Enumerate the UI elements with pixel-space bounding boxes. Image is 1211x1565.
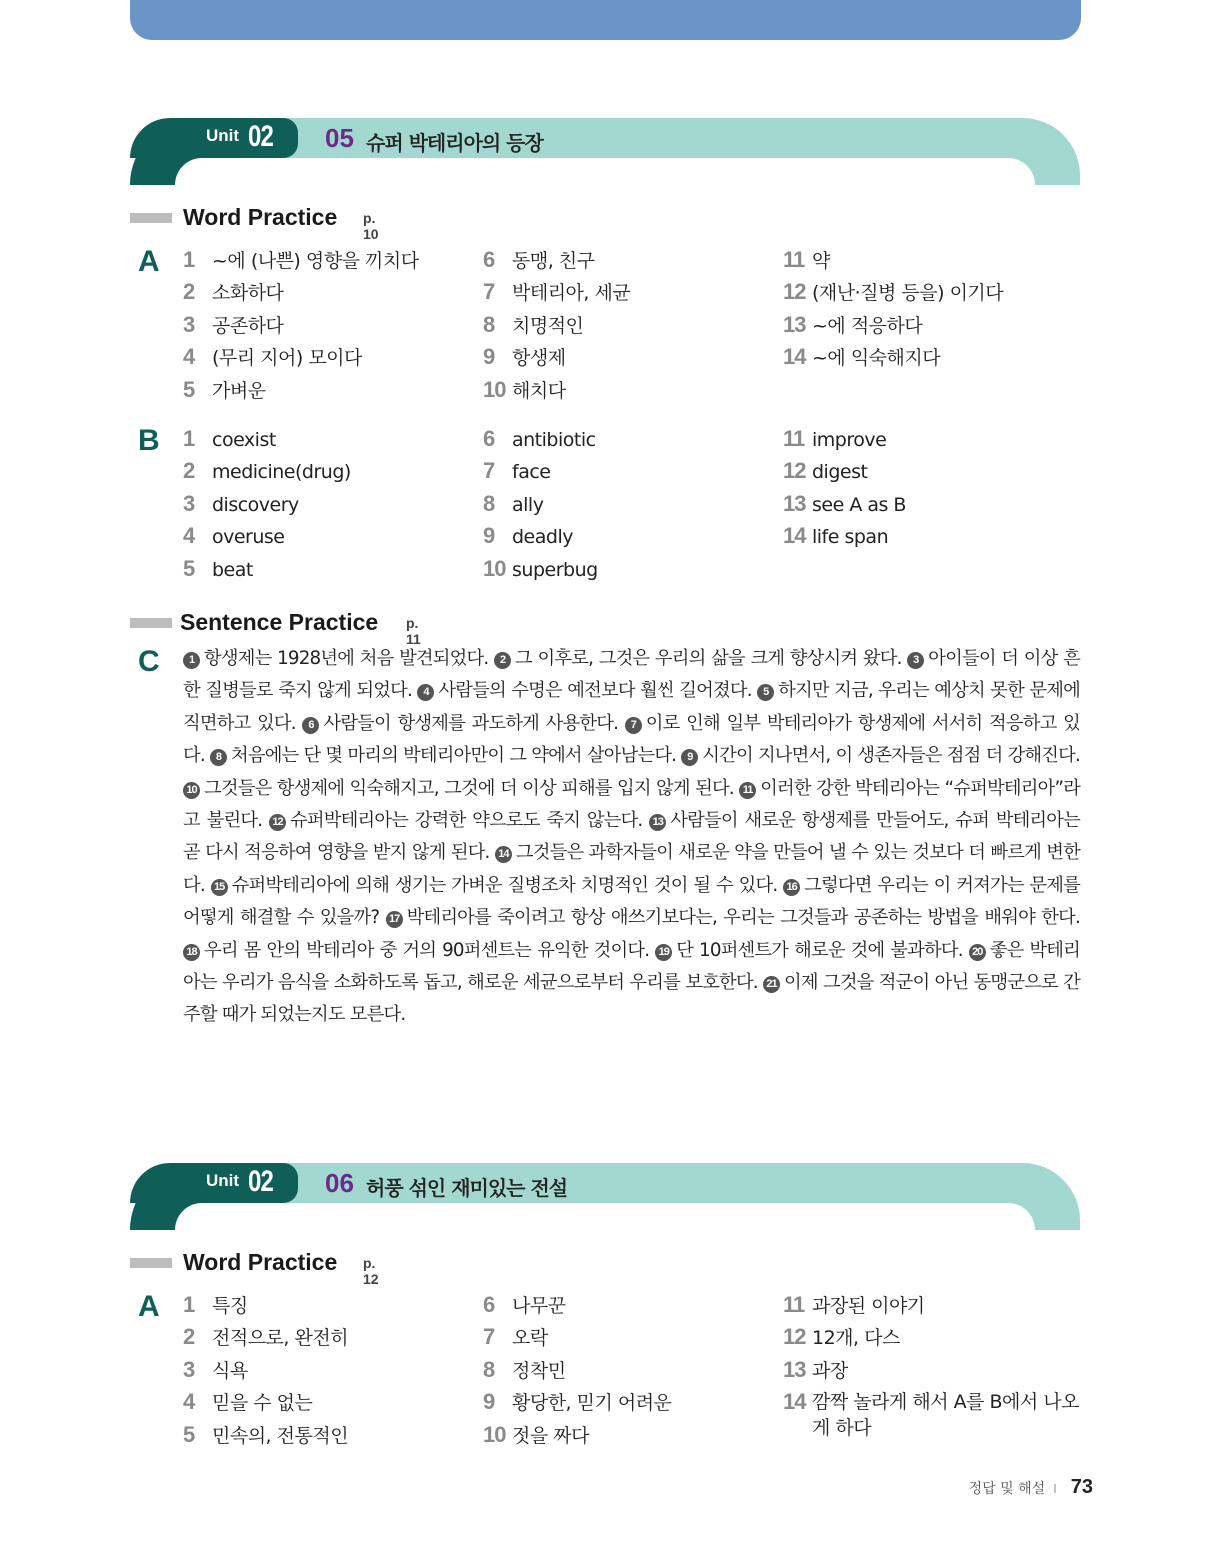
page-ref: p. 11: [406, 615, 421, 647]
item-number: 3: [183, 1356, 195, 1382]
list-item: [783, 488, 906, 520]
list-item: [483, 1386, 671, 1418]
list-item: [183, 309, 419, 341]
list-item: [183, 1354, 348, 1386]
section-label-a: A: [138, 245, 160, 278]
item-text: 공존하다: [212, 314, 284, 337]
word-column: [183, 423, 351, 585]
list-item: [483, 374, 630, 406]
lesson-banner: [130, 1163, 1080, 1230]
word-column: [483, 244, 630, 406]
sentence: [494, 648, 902, 669]
item-number: 5: [183, 1421, 195, 1447]
sentence-text: 사람들이 항생제를 과도하게 사용한다.: [323, 712, 619, 734]
item-number: 3: [183, 311, 195, 337]
unit-number: 02: [248, 120, 274, 153]
list-item: [783, 455, 906, 487]
item-text: 박테리아, 세균: [512, 282, 631, 305]
item-number: 9: [483, 1389, 495, 1415]
list-item: [183, 455, 351, 487]
sentence: [386, 907, 1080, 928]
lesson-banner: [130, 118, 1080, 185]
page-ref: p. 10: [363, 210, 379, 242]
item-text: 나무꾼: [512, 1295, 566, 1317]
item-number: 12: [783, 1324, 806, 1350]
item-text: 12개, 다스: [812, 1327, 900, 1350]
list-item: [783, 520, 906, 552]
list-item: [183, 1386, 348, 1418]
item-text: 동맹, 친구: [512, 250, 595, 272]
sentence-number-badge: 10: [183, 782, 200, 799]
word-column: [783, 244, 1003, 374]
item-text: 해치다: [512, 379, 566, 402]
word-column: [183, 1289, 348, 1451]
item-text: ~에 (나쁜) 영향을 끼치다: [212, 250, 419, 272]
item-number: 10: [483, 555, 506, 581]
sentence-text: 사람들의 수명은 예전보다 훨씬 길어졌다.: [438, 680, 752, 702]
item-text: deadly: [512, 526, 573, 549]
item-number: 8: [483, 1356, 495, 1382]
item-number: 1: [183, 426, 195, 451]
word-column: [183, 244, 419, 406]
sentence-number-badge: 16: [783, 879, 800, 896]
footer-separator: I: [1053, 1482, 1057, 1496]
item-text: 믿을 수 없는: [212, 1392, 313, 1415]
item-text: life span: [812, 526, 889, 549]
sentence-number-badge: 20: [969, 944, 986, 961]
list-item: [783, 309, 1003, 341]
item-number: 13: [783, 1356, 806, 1382]
unit-label: Unit: [206, 1171, 240, 1190]
word-column: [783, 1289, 1080, 1441]
list-item: [483, 488, 598, 520]
top-bar: [130, 0, 1081, 40]
item-number: 2: [183, 1324, 195, 1350]
list-item: [183, 276, 419, 308]
word-column: [783, 423, 906, 553]
list-item: [483, 1419, 671, 1451]
item-number: 9: [483, 523, 495, 549]
item-text: 특징: [212, 1295, 248, 1317]
section-label-a: A: [138, 1290, 160, 1323]
item-text: 황당한, 믿기 어려운: [512, 1392, 672, 1415]
sentence-number-badge: 14: [495, 846, 512, 863]
sentence-number-badge: 19: [655, 944, 672, 961]
unit-label: Unit: [206, 126, 240, 145]
section-label-b: B: [138, 424, 160, 457]
item-text: 정착민: [512, 1359, 566, 1382]
sentence-text: 슈퍼박테리아에 의해 생기는 가벼운 질병조차 치명적인 것이 될 수 있다.: [231, 874, 778, 896]
sentence-translation-paragraph: [183, 643, 1080, 1032]
item-number: 11: [783, 426, 805, 451]
sentence-text: 그것들은 항생제에 익숙해지고, 그것에 더 이상 피해를 입지 않게 된다.: [204, 777, 734, 799]
list-item: [783, 1354, 1080, 1386]
item-text: ~에 익숙해지다: [812, 347, 941, 370]
sentence-text: 박테리아를 죽이려고 항상 애쓰기보다는, 우리는 그것들과 공존하는 방법을 배워야 한다.: [406, 907, 1080, 929]
item-number: 4: [183, 344, 195, 370]
item-text: 깜짝 놀라게 해서 A를 B에서 나오게 하다: [812, 1391, 1079, 1440]
list-item: [483, 1354, 671, 1386]
item-text: improve: [812, 429, 887, 451]
list-item: [783, 1289, 1080, 1321]
item-text: 과장된 이야기: [812, 1295, 925, 1317]
sentence-number-badge: 12: [269, 814, 286, 831]
list-item: [183, 1321, 348, 1353]
list-item: [183, 341, 419, 373]
sentence-number-badge: 4: [417, 684, 434, 701]
item-number: 7: [483, 458, 495, 484]
item-number: 5: [183, 555, 195, 581]
item-number: 11: [783, 247, 805, 272]
list-item: [783, 244, 1003, 276]
item-text: superbug: [512, 558, 598, 581]
item-text: 과장: [812, 1359, 848, 1382]
item-text: see A as B: [812, 493, 906, 516]
item-text: 젓을 짜다: [512, 1424, 589, 1447]
list-item: [483, 276, 630, 308]
page-ref: p. 12: [363, 1255, 379, 1287]
item-number: 6: [483, 426, 495, 451]
item-number: 11: [783, 1292, 805, 1317]
item-number: 4: [183, 523, 195, 549]
item-text: ally: [512, 493, 544, 516]
list-item: [483, 455, 598, 487]
sentence-text: 슈퍼박테리아는 강력한 약으로도 죽지 않는다.: [290, 810, 643, 832]
list-item: [783, 1321, 1080, 1353]
section-label-c: C: [138, 645, 160, 678]
list-item: [783, 1386, 1080, 1441]
sentence-number-badge: 5: [757, 684, 774, 701]
item-text: antibiotic: [512, 429, 596, 451]
item-number: 3: [183, 490, 195, 516]
list-item: [183, 1289, 348, 1321]
sentence-text: 시간이 지나면서, 이 생존자들은 점점 더 강해진다.: [702, 745, 1080, 767]
item-number: 14: [783, 1389, 806, 1415]
item-text: medicine(drug): [212, 461, 351, 484]
item-text: face: [512, 461, 551, 484]
sentence-text: 단 10퍼센트가 해로운 것에 불과하다.: [676, 939, 963, 961]
item-number: 12: [783, 279, 806, 305]
item-number: 14: [783, 523, 806, 549]
item-number: 7: [483, 279, 495, 305]
lesson-number: 05: [325, 123, 354, 153]
list-item: [483, 1321, 671, 1353]
footer-section-title: 정답 및 해설: [968, 1481, 1046, 1497]
sentence-number-badge: 7: [625, 717, 642, 734]
sentence-number-badge: 3: [907, 652, 924, 669]
item-number: 8: [483, 311, 495, 337]
item-number: 10: [483, 1421, 506, 1447]
sentence-text: 사람들이 새로운 항생제를 만들어도, 슈퍼 박테리아는 곧 다시 적응하여 영향을 받지 않게 된다.: [183, 810, 1081, 864]
sentence-text: 처음에는 단 몇 마리의 박테리아만이 그 약에서 살아남는다.: [230, 745, 677, 767]
item-number: 13: [783, 311, 806, 337]
list-item: [183, 553, 351, 585]
sentence-text: 좋은 박테리아는 우리가 음식을 소화하도록 돕고, 해로운 세균으로부터 우리를 보호한다.: [183, 939, 1080, 994]
list-item: [783, 423, 906, 455]
sentence-number-badge: 21: [763, 976, 780, 993]
sentence-text: 아이들이 더 이상 흔한 질병들로 죽지 않게 되었다.: [183, 648, 1080, 702]
sentence: [183, 778, 734, 799]
sentence: [681, 745, 1080, 766]
item-text: 치명적인: [512, 314, 584, 337]
sentence-number-badge: 11: [739, 782, 756, 799]
list-item: [183, 1419, 348, 1451]
sentence: [417, 680, 751, 701]
list-item: [483, 244, 630, 276]
page: Unit 02 05 슈퍼 박테리아의 등장 Word Practice p. 10 A B Sentence Practice p. 11 C 1 항생제는 1928년에 처음 발견되었다. 2 그 이후로, 그것은 우리의 삶을 크게 향상시켜 왔다. 3 아이들이 더 이상 흔한 질병들로 죽지 않게 되었다. 4 사람들의 수명은 예전보다 훨씬 길어졌다. 5 하지만 지금, 우리는 예상치 못한 문제에 직면하고 있다. 6 사람들이 항생제를 과도하게 사용한다. 7 이로 인해 일부 박테리아가 항생제에 서서히 적응하고 있다. 8 처음에는 단 몇 마리의 박테리아만이 그 약에서 살아남는다. 9 시간이 지나면서, 이 생존자들은 점점 더 강해진다. 10 그것들은 항생제에 익숙해지고, 그것에 더 이상 피해를 입지 않게 된다. 11 이러한 강한 박테리아는 “슈퍼박테리아”라고 불린다. 12 슈퍼박테리아는 강력한 약으로도 죽지 않는다. 13 사람들이 새로운 항생제를 만들어도, 슈퍼 박테리아는 곧 다시 적응하여 영향을 받지 않게 된다. 14 그것들은 과학자들이 새로운 약을 만들어 낼 수 있는 것보다 더 빠르게 변한다. 15 슈퍼박테리아에 의해 생기는 가벼운 질병조차 치명적인 것이 될 수 있다. 16 그렇다면 우리는 이 커져가는 문제를 어떻게 해결할 수 있을까? 17 박테리아를 죽이려고 항상 애쓰기보다는, 우리는 그것들과 공존하는 방법을 배워야 한다. 18 우리 몸 안의 박테리아 중 거의 90퍼센트는 유익한 것이다. 19 단 10퍼센트가 해로운 것에 불과하다. 20 좋은 박테리아는 우리가 음식을 소화하도록 돕고, 해로운 세균으로부터 우리를 보호한다. 21 이제 그것을 적군이 아닌 동맹군으로 간주할 때가 되었는지도 모른다. Unit 02 06 허풍 섞인 재미있는 전설 Word Practice p. 12 A 정답 및 해설 I 73 1 ~에 (나쁜) 영향을 끼치다 2 소화하다 3 공존하다 4 (무리 지어) 모이다 5 가벼운 6 동맹, 친구 7 박테리아, 세균 8 치명적인 9 항생제 10 해치다 11 약 12 (재난·질병 등을) 이기다 13 ~에 적응하다 14 ~에 익숙해지다 1 coexist 2 medicine(drug) 3 discovery 4 overuse 5 beat 6 antibiotic 7 face 8 ally 9 deadly 10 superbug 11 improve 12 digest 13 see A as B 14 life span 1 특징 2 전적으로, 완전히 3 식욕 4 믿을 수 없는 5 민속의, 전통적인 6 나무꾼 7 오락 8 정착민 9 황당한, 믿기 어려운 10 젓을 짜다 11 과장된 이야기 12 12개, 다스 13 과장 14 깜짝 놀라게 해서 A를 B에서 나오게 하다: [0, 0, 1211, 1565]
item-text: overuse: [212, 526, 285, 549]
sentence-text: 이로 인해 일부 박테리아가 항생제에 서서히 적응하고 있다.: [183, 712, 1080, 767]
page-number: 73: [1070, 1476, 1093, 1498]
lesson-title: 허풍 섞인 재미있는 전설: [366, 1176, 568, 1200]
sentence-number-badge: 18: [183, 944, 200, 961]
word-column: [483, 423, 598, 585]
sentence-number-badge: 9: [681, 749, 698, 766]
item-text: 식욕: [212, 1359, 248, 1382]
item-number: 10: [483, 376, 506, 402]
item-text: beat: [212, 558, 253, 581]
sentence-text: 그 이후로, 그것은 우리의 삶을 크게 향상시켜 왔다.: [515, 648, 902, 669]
item-text: 오락: [512, 1327, 548, 1350]
item-number: 9: [483, 344, 495, 370]
list-item: [183, 488, 351, 520]
sentence: [183, 940, 649, 961]
sentence-text: 그것들은 과학자들이 새로운 약을 만들어 낼 수 있는 것보다 더 빠르게 변한다.: [183, 842, 1080, 896]
page-footer: [969, 1476, 1093, 1499]
item-number: 12: [783, 458, 806, 484]
sentence-text: 항생제는 1928년에 처음 발견되었다.: [204, 648, 489, 669]
item-text: ~에 적응하다: [812, 314, 923, 337]
sentence-text: 그렇다면 우리는 이 커져가는 문제를 어떻게 해결할 수 있을까?: [183, 874, 1081, 929]
sentence: [210, 745, 676, 766]
sentence-number-badge: 1: [183, 652, 200, 669]
sentence-number-badge: 13: [649, 814, 666, 831]
list-item: [483, 553, 598, 585]
item-text: (무리 지어) 모이다: [212, 347, 362, 370]
list-item: [483, 423, 598, 455]
item-text: discovery: [212, 493, 299, 516]
sentence-number-badge: 15: [211, 879, 228, 896]
sentence-text: 우리 몸 안의 박테리아 중 거의 90퍼센트는 유익한 것이다.: [204, 939, 650, 961]
item-text: 소화하다: [212, 282, 284, 305]
item-number: 8: [483, 490, 495, 516]
item-text: 가벼운: [212, 379, 266, 402]
item-number: 13: [783, 490, 806, 516]
item-text: 항생제: [512, 347, 566, 370]
sentence: [302, 713, 618, 734]
sentence: [655, 940, 963, 961]
item-text: (재난·질병 등을) 이기다: [812, 282, 1004, 305]
sentence-number-badge: 2: [494, 652, 511, 669]
sentence: [269, 810, 642, 831]
item-text: 약: [812, 250, 830, 272]
unit-number: 02: [248, 1165, 274, 1198]
list-item: [783, 341, 1003, 373]
sentence: [183, 648, 488, 669]
item-number: 5: [183, 376, 195, 402]
item-number: 2: [183, 279, 195, 305]
item-number: 1: [183, 1292, 195, 1317]
sentence-number-badge: 17: [386, 911, 403, 928]
word-column: [483, 1289, 671, 1451]
list-item: [483, 1289, 671, 1321]
list-item: [483, 309, 630, 341]
item-text: coexist: [212, 429, 276, 451]
sentence-text: 이러한 강한 박테리아는 “슈퍼박테리아”라고 불린다.: [183, 777, 1080, 832]
item-number: 7: [483, 1324, 495, 1350]
list-item: [183, 423, 351, 455]
item-number: 6: [483, 247, 495, 272]
item-number: 14: [783, 344, 806, 370]
item-number: 2: [183, 458, 195, 484]
list-item: [483, 341, 630, 373]
item-number: 6: [483, 1292, 495, 1317]
item-number: 1: [183, 247, 195, 272]
lesson-title: 슈퍼 박테리아의 등장: [366, 131, 543, 155]
list-item: [483, 520, 598, 552]
sentence: [211, 875, 778, 896]
list-item: [183, 374, 419, 406]
sentence-number-badge: 6: [302, 717, 319, 734]
item-text: 민속의, 전통적인: [212, 1424, 349, 1447]
list-item: [783, 276, 1003, 308]
item-text: 전적으로, 완전히: [212, 1327, 349, 1350]
lesson-number: 06: [325, 1168, 354, 1198]
sentence-text: 이제 그것을 적군이 아닌 동맹군으로 간주할 때가 되었는지도 모른다.: [183, 972, 1081, 1026]
list-item: [183, 244, 419, 276]
item-text: digest: [812, 461, 868, 484]
sentence-text: 하지만 지금, 우리는 예상치 못한 문제에 직면하고 있다.: [183, 680, 1080, 734]
sentence-number-badge: 8: [210, 749, 227, 766]
list-item: [183, 520, 351, 552]
item-number: 4: [183, 1389, 195, 1415]
